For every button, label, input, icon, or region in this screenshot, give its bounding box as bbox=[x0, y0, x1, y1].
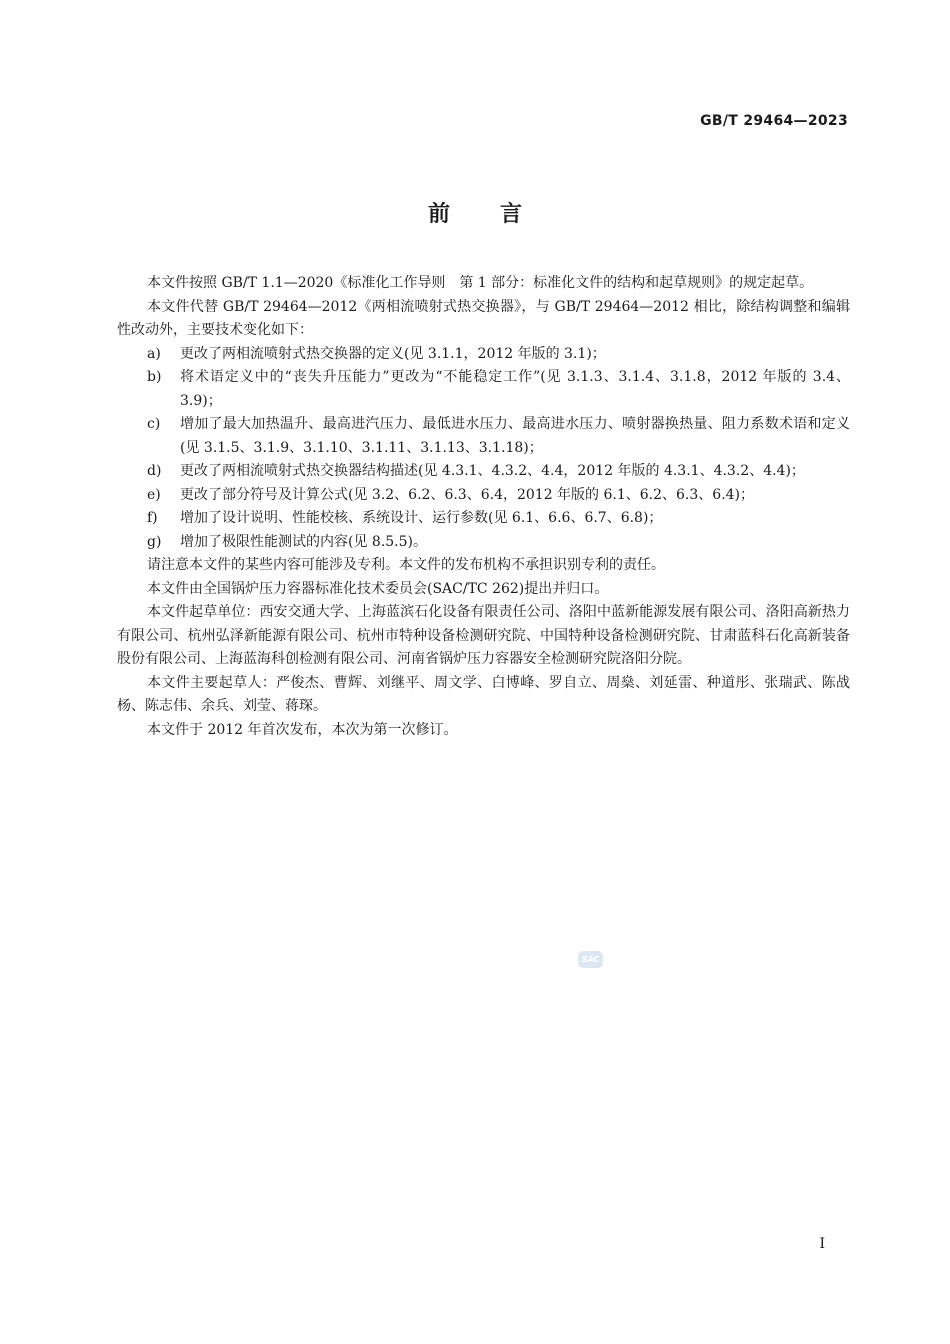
changes-list bbox=[117, 343, 850, 555]
list-item-text: 增加了最大加热温升、最高进汽压力、最低进水压力、最高进水压力、喷射器换热量、阻力系数术语和定义(见 3.1.5、3.1.9、3.1.10、3.1.11、3.1.13、3.1.18)； bbox=[180, 416, 850, 456]
paragraph-drafters: 本文件主要起草人：严俊杰、曹辉、刘继平、周文学、白博峰、罗自立、周燊、刘延雷、种道彤、张瑞武、陈战杨、陈志伟、余兵、刘莹、蒋琛。 bbox=[117, 674, 850, 714]
list-item-label: c) bbox=[147, 416, 161, 432]
list-item-label: d) bbox=[147, 463, 162, 479]
paragraph-history: 本文件于 2012 年首次发布，本次为第一次修订。 bbox=[147, 721, 458, 738]
standard-number: GB/T 29464—2023 bbox=[700, 113, 848, 129]
list-item-label: a) bbox=[147, 345, 161, 362]
list-item-label: f) bbox=[147, 510, 158, 526]
list-item bbox=[117, 413, 850, 460]
list-item-text: 增加了设计说明、性能校核、系统设计、运行参数(见 6.1、6.6、6.7、6.8)； bbox=[180, 510, 663, 526]
list-item-text: 将术语定义中的“丧失升压能力”更改为“不能稳定工作”(见 3.1.3、3.1.4、3.1.8，2012 年版的 3.4、3.9)； bbox=[180, 369, 850, 409]
list-item-text: 更改了部分符号及计算公式(见 3.2、6.2、6.3、6.4，2012 年版的 6.1、6.2、6.3、6.4)； bbox=[180, 486, 755, 503]
page-title: 前言 bbox=[427, 202, 572, 227]
list-item bbox=[117, 484, 850, 508]
list-item bbox=[117, 366, 850, 413]
list-item bbox=[117, 507, 850, 531]
list-item-text: 增加了极限性能测试的内容(见 8.5.5)。 bbox=[180, 533, 427, 550]
paragraph-drafting-rules: 本文件按照 GB/T 1.1—2020《标准化工作导则 第 1 部分：标准化文件的结构和起草规则》的规定起草。 bbox=[147, 275, 814, 291]
list-item bbox=[117, 343, 850, 367]
page-number: I bbox=[819, 1236, 825, 1252]
paragraph-replacement: 本文件代替 GB/T 29464—2012《两相流喷射式热交换器》，与 GB/T 29464—2012 相比，除结构调整和编辑性改动外，主要技术变化如下： bbox=[117, 298, 850, 338]
list-item-label: b) bbox=[147, 369, 162, 385]
paragraph-drafting-units: 本文件起草单位：西安交通大学、上海蓝滨石化设备有限责任公司、洛阳中蓝新能源发展有限公司、洛阳高新热力有限公司、杭州弘泽新能源有限公司、杭州市特种设备检测研究院、中国特种设备检测研究院、甘肃蓝科石化高新装备股份有限公司、上海蓝海科创检测有限公司、河南省锅炉压力容器安全检测研究院洛阳分院。 bbox=[117, 604, 850, 667]
paragraph-proposer: 本文件由全国锅炉压力容器标准化技术委员会(SAC/TC 262)提出并归口。 bbox=[147, 580, 609, 597]
sac-watermark-logo: SAC bbox=[578, 951, 603, 968]
foreword-body bbox=[117, 272, 850, 742]
list-item-label: g) bbox=[147, 533, 162, 550]
list-item bbox=[117, 531, 850, 555]
list-item-text: 更改了两相流喷射式热交换器的定义(见 3.1.1，2012 年版的 3.1)； bbox=[180, 345, 606, 362]
paragraph-patent-notice: 请注意本文件的某些内容可能涉及专利。本文件的发布机构不承担识别专利的责任。 bbox=[147, 557, 665, 573]
list-item bbox=[117, 460, 850, 484]
list-item-text: 更改了两相流喷射式热交换器结构描述(见 4.3.1、4.3.2、4.4，2012 年版的 4.3.1、4.3.2、4.4)； bbox=[180, 463, 805, 479]
list-item-label: e) bbox=[147, 486, 161, 503]
